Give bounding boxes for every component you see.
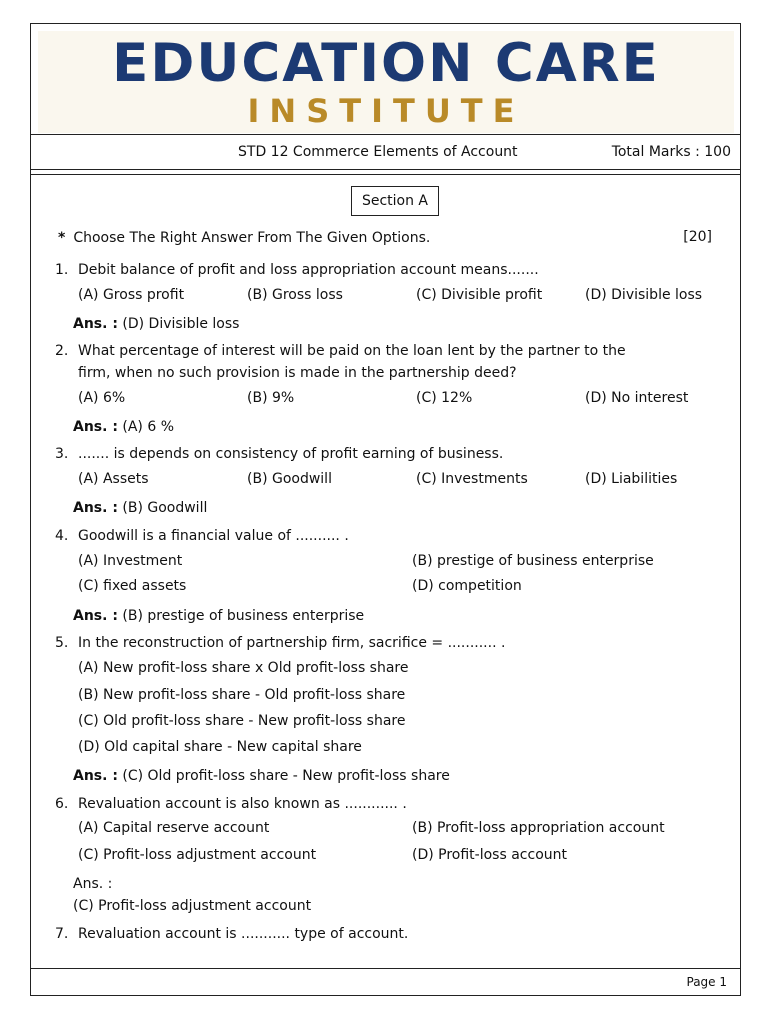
answer-text: (B) prestige of business enterprise — [122, 608, 365, 624]
answer-text: (A) 6 % — [122, 419, 175, 435]
question-number: 4. — [55, 528, 69, 544]
option: (A) Investment — [78, 553, 183, 569]
option: (D) Liabilities — [585, 471, 678, 487]
question-text: Revaluation account is ........... type of account. — [78, 926, 409, 942]
option: (B) Profit-loss appropriation account — [412, 820, 665, 836]
answer — [73, 767, 450, 785]
answer — [73, 418, 174, 436]
option: (B) Gross loss — [247, 287, 343, 303]
question-text-cont: firm, when no such provision is made in the partnership deed? — [78, 365, 517, 381]
banner-title: EDUCATION CARE — [112, 33, 660, 94]
divider — [30, 174, 741, 175]
page-number: Page 1 — [686, 975, 727, 989]
question-text: Goodwill is a financial value of .......... . — [78, 528, 349, 544]
answer-text: (B) Goodwill — [122, 500, 208, 516]
institute-banner — [38, 31, 734, 133]
option: (C) Investments — [416, 471, 528, 487]
total-marks: Total Marks : 100 — [611, 144, 731, 160]
answer — [73, 315, 239, 333]
answer — [73, 499, 207, 517]
instruction-text: Choose The Right Answer From The Given Options. — [73, 230, 431, 246]
question-number: 2. — [55, 343, 69, 359]
question-number: 6. — [55, 796, 69, 812]
option: (A) Assets — [78, 471, 149, 487]
option: (D) No interest — [585, 390, 689, 406]
option: (A) Gross profit — [78, 287, 185, 303]
answer-label: Ans. : — [73, 316, 118, 332]
answer-label: Ans. : — [73, 876, 113, 892]
answer-text: (C) Old profit-loss share - New profit-loss share — [122, 768, 450, 784]
option: (C) Profit-loss adjustment account — [78, 847, 317, 863]
answer-label: Ans. : — [73, 768, 118, 784]
option: (C) Divisible profit — [416, 287, 543, 303]
option: (B) prestige of business enterprise — [412, 553, 654, 569]
banner-subtitle: INSTITUTE — [247, 92, 525, 130]
divider — [30, 968, 741, 969]
question-text: In the reconstruction of partnership firm, sacrifice = ........... . — [78, 635, 506, 651]
question-text: Revaluation account is also known as ............ . — [78, 796, 407, 812]
answer-label: Ans. : — [73, 608, 118, 624]
divider — [30, 134, 741, 135]
instruction — [58, 230, 430, 246]
question-text: Debit balance of profit and loss appropriation account means....... — [78, 262, 539, 278]
option: (C) 12% — [416, 390, 473, 406]
option: (A) New profit-loss share x Old profit-loss share — [78, 660, 409, 676]
option: (A) 6% — [78, 390, 126, 406]
question-number: 1. — [55, 262, 69, 278]
asterisk-icon: * — [58, 230, 66, 246]
option: (B) New profit-loss share - Old profit-loss share — [78, 687, 406, 703]
option: (D) Old capital share - New capital share — [78, 739, 362, 755]
question-number: 7. — [55, 926, 69, 942]
question-number: 5. — [55, 635, 69, 651]
answer — [73, 607, 364, 625]
option: (B) 9% — [247, 390, 295, 406]
option: (D) competition — [412, 578, 522, 594]
section-label: Section A — [351, 186, 439, 216]
option: (C) fixed assets — [78, 578, 187, 594]
answer-label: Ans. : — [73, 419, 118, 435]
question-text: What percentage of interest will be paid on the loan lent by the partner to the — [78, 343, 626, 359]
option: (A) Capital reserve account — [78, 820, 270, 836]
answer-label: Ans. : — [73, 500, 118, 516]
answer-text: (D) Divisible loss — [122, 316, 240, 332]
std-line: STD 12 Commerce Elements of Account — [238, 144, 518, 160]
option: (C) Old profit-loss share - New profit-loss share — [78, 713, 406, 729]
option: (B) Goodwill — [247, 471, 332, 487]
divider — [30, 169, 741, 170]
option: (D) Profit-loss account — [412, 847, 567, 863]
option: (D) Divisible loss — [585, 287, 703, 303]
question-number: 3. — [55, 446, 69, 462]
question-text: ....... is depends on consistency of profit earning of business. — [78, 446, 504, 462]
answer-text: (C) Profit-loss adjustment account — [73, 898, 312, 914]
section-marks: [20] — [683, 229, 712, 245]
